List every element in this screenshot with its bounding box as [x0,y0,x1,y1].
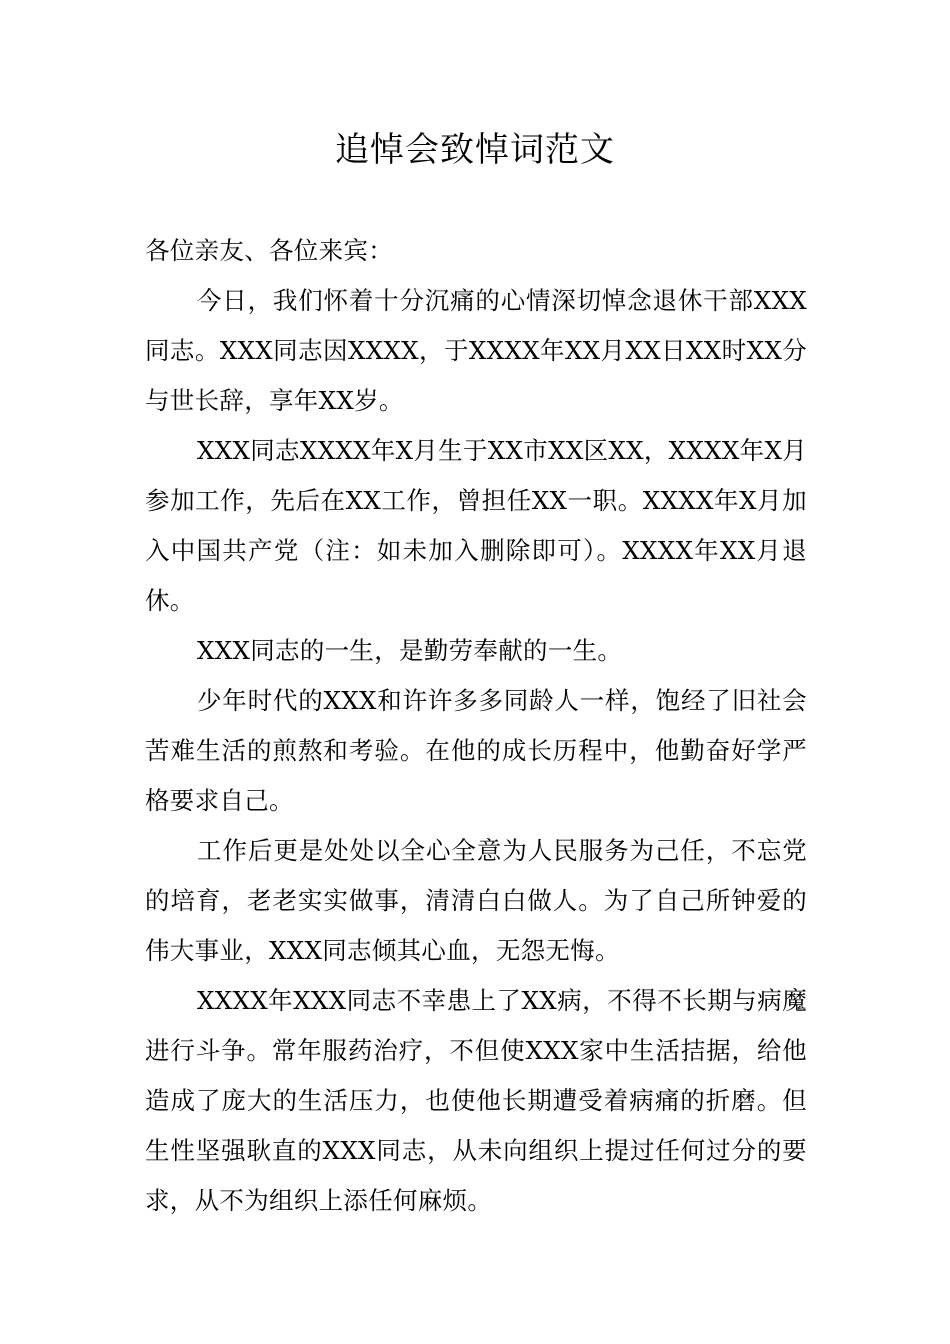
document-body [145,226,807,1226]
paragraph-work: 工作后更是处处以全心全意为人民服务为己任，不忘党的培育，老老实实做事，清清白白做人。为了自己所钟爱的伟大事业，XXX同志倾其心血，无怨无悔。 [145,836,807,965]
paragraph-intro: 今日，我们怀着十分沉痛的心情深切悼念退休干部XXX同志。XXX同志因XXXX，于XXXX年XX月XX日XX时XX分与世长辞，享年XX岁。 [145,286,807,415]
paragraph-youth: 少年时代的XXX和许许多多同龄人一样，饱经了旧社会苦难生活的煎熬和考验。在他的成长历程中，他勤奋好学严格要求自己。 [145,686,807,815]
document-title: 追悼会致悼词范文 [335,130,615,170]
paragraph-biography: XXX同志XXXX年X月生于XX市XX区XX，XXXX年X月参加工作，先后在XX工作，曾担任XX一职。XXXX年X月加入中国共产党（注：如未加入删除即可）。XXXX年XX月退休。 [145,436,807,615]
paragraph-dedication: XXX同志的一生，是勤劳奉献的一生。 [197,636,623,665]
paragraph-illness: XXXX年XXX同志不幸患上了XX病，不得不长期与病魔进行斗争。常年服药治疗，不但使XXX家中生活拮据，给他造成了庞大的生活压力，也使他长期遭受着病痛的折磨。但生性坚强耿直的XXX同志，从未向组织上提过任何过分的要求，从不为组织上添任何麻烦。 [145,986,807,1215]
salutation: 各位亲友、各位来宾： [145,236,393,265]
